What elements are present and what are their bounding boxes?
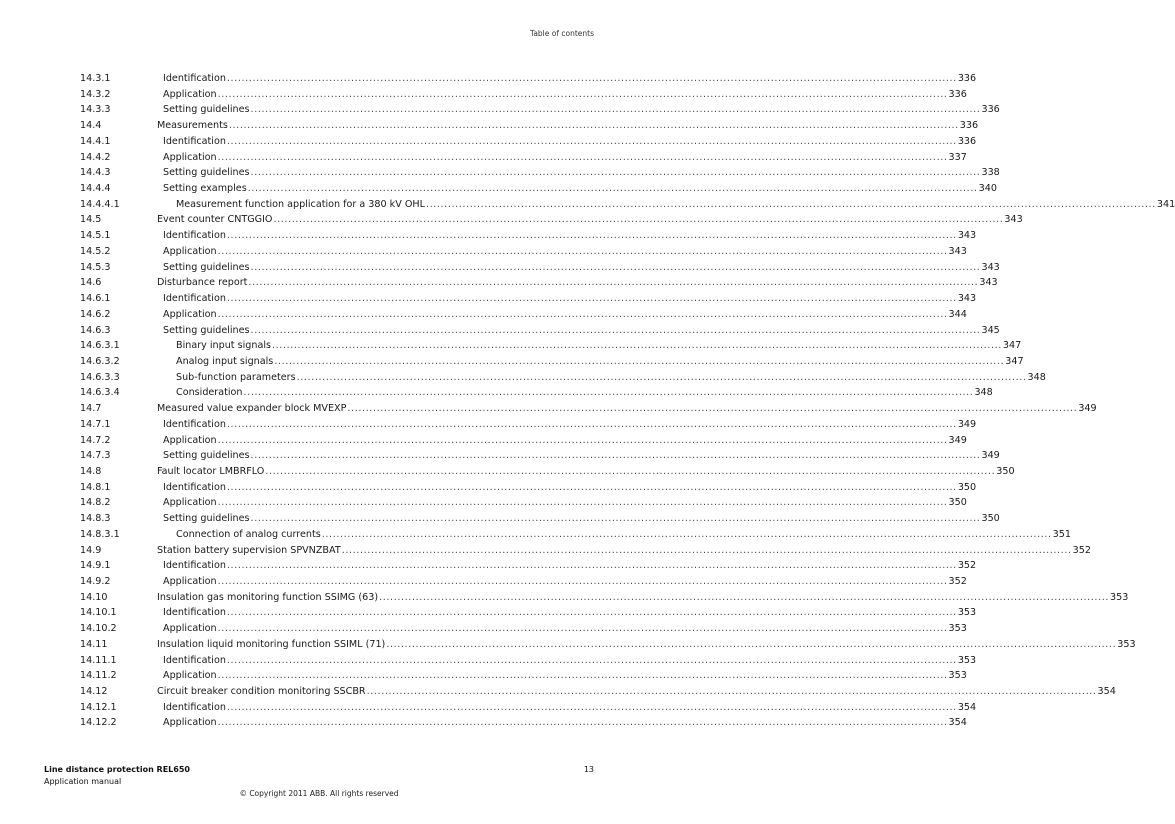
toc-entry[interactable]	[80, 338, 1022, 354]
toc-leader-dots: ........................................................................................................................................................................................................	[271, 340, 1002, 352]
footer-document-title: Line distance protection REL650	[44, 765, 190, 774]
toc-entry-title: Application	[163, 245, 217, 257]
toc-leader-dots: ........................................................................................................................................................................................................	[366, 686, 1097, 698]
toc-entry[interactable]	[80, 558, 977, 574]
toc-entry[interactable]	[80, 653, 977, 669]
toc-entry[interactable]	[80, 165, 1000, 181]
toc-entry-number: 14.11.2	[80, 670, 117, 682]
toc-entry-title: Measured value expander block MVEXP	[157, 403, 347, 415]
toc-entry-number: 14.10.2	[80, 623, 117, 635]
toc-leader-dots: ........................................................................................................................................................................................................	[226, 293, 957, 305]
toc-entry-title: Application	[163, 576, 217, 587]
toc-entry-title: Fault locator LMBRFLO	[157, 465, 265, 477]
toc-entry-page: 336	[959, 120, 979, 132]
toc-entry-page: 343	[1004, 214, 1023, 226]
toc-entry[interactable]	[80, 370, 1046, 386]
toc-entry-title: Application	[163, 308, 217, 320]
toc-entry-number: 14.6.1	[80, 293, 111, 305]
toc-entry[interactable]	[80, 715, 967, 731]
toc-entry-number: 14.5	[80, 214, 102, 226]
toc-entry[interactable]	[80, 71, 977, 87]
toc-entry-page: 336	[948, 88, 967, 100]
toc-leader-dots: ........................................................................................................................................................................................................	[217, 497, 948, 509]
toc-entry-title: Application	[163, 434, 217, 446]
toc-leader-dots: ........................................................................................................................................................................................................	[217, 308, 948, 320]
toc-entry-page: 349	[948, 434, 967, 446]
toc-entry-number: 14.4.4.1	[80, 198, 120, 210]
toc-entry[interactable]	[80, 480, 977, 496]
toc-entry-number: 14.7	[80, 403, 102, 415]
toc-entry[interactable]	[80, 197, 1175, 213]
toc-entry-title: Application	[163, 88, 217, 100]
toc-entry[interactable]	[80, 150, 967, 166]
toc-entry-number: 14.6.3.3	[80, 371, 120, 383]
toc-entry[interactable]	[80, 543, 1091, 559]
toc-entry[interactable]	[80, 87, 967, 103]
toc-entry-page: 344	[948, 308, 967, 320]
toc-entry-title: Measurements	[157, 120, 228, 132]
toc-entry-number: 14.8.1	[80, 481, 111, 493]
toc-leader-dots: ........................................................................................................................................................................................................	[217, 670, 948, 682]
toc-entry-title: Disturbance report	[157, 277, 248, 289]
toc-leader-dots: ........................................................................................................................................................................................................	[250, 324, 981, 336]
toc-entry-number: 14.6.2	[80, 308, 111, 320]
toc-entry[interactable]	[80, 684, 1116, 700]
table-of-contents	[80, 71, 1175, 731]
toc-entry[interactable]	[80, 181, 997, 197]
toc-leader-dots: ........................................................................................................................................................................................................	[250, 167, 981, 179]
toc-entry[interactable]	[80, 401, 1097, 417]
toc-leader-dots: ........................................................................................................................................................................................................	[217, 623, 948, 635]
toc-leader-dots: ........................................................................................................................................................................................................	[425, 198, 1156, 210]
toc-entry-title: Station battery supervision SPVNZBAT	[157, 544, 341, 556]
toc-entry-title: Application	[163, 670, 217, 682]
footer-document-subtitle: Application manual	[44, 777, 122, 786]
toc-entry[interactable]	[80, 574, 967, 590]
toc-entry-page: 347	[1005, 355, 1024, 367]
toc-leader-dots: ........................................................................................................................................................................................................	[226, 560, 957, 572]
toc-entry-number: 14.4.3	[80, 167, 111, 179]
toc-entry-number: 14.7.3	[80, 450, 111, 462]
toc-entry-page: 349	[981, 450, 1000, 462]
toc-entry-title: Binary input signals	[176, 340, 271, 352]
toc-leader-dots: ........................................................................................................................................................................................................	[226, 607, 957, 619]
toc-leader-dots: ........................................................................................................................................................................................................	[226, 73, 957, 84]
toc-entry-title: Analog input signals	[176, 355, 274, 367]
toc-leader-dots: ........................................................................................................................................................................................................	[274, 355, 1005, 367]
toc-leader-dots: ........................................................................................................................................................................................................	[250, 450, 981, 462]
toc-entry-title: Sub-function parameters	[176, 371, 296, 383]
toc-entry-page: 353	[957, 654, 977, 666]
toc-entry-page: 352	[1072, 544, 1091, 556]
toc-entry-page: 349	[957, 418, 977, 430]
toc-entry-number: 14.6.3.1	[80, 340, 120, 352]
toc-leader-dots: ........................................................................................................................................................................................................	[226, 418, 957, 430]
toc-entry-page: 352	[948, 576, 967, 587]
toc-entry[interactable]	[80, 637, 1136, 653]
toc-entry-title: Identification	[163, 701, 226, 713]
toc-entry[interactable]	[80, 417, 977, 433]
toc-entry-number: 14.3.2	[80, 88, 111, 100]
toc-entry-page: 343	[981, 261, 1000, 273]
toc-entry[interactable]	[80, 291, 977, 307]
toc-entry-page: 336	[957, 73, 977, 84]
toc-leader-dots: ........................................................................................................................................................................................................	[217, 151, 948, 163]
toc-entry-title: Circuit breaker condition monitoring SSCBR	[157, 686, 366, 698]
toc-entry[interactable]	[80, 448, 1000, 464]
toc-entry-number: 14.7.1	[80, 418, 111, 430]
toc-entry-number: 14.10.1	[80, 607, 117, 619]
toc-entry-number: 14.4	[80, 120, 102, 132]
toc-entry-title: Application	[163, 717, 217, 729]
toc-entry-page: 350	[957, 481, 977, 493]
toc-leader-dots: ........................................................................................................................................................................................................	[217, 88, 948, 100]
toc-entry-title: Setting examples	[163, 183, 247, 195]
toc-entry[interactable]	[80, 433, 967, 449]
toc-entry[interactable]	[80, 527, 1071, 543]
toc-entry-page: 350	[996, 465, 1015, 477]
toc-entry-page: 348	[1027, 371, 1046, 383]
toc-entry[interactable]	[80, 102, 1000, 118]
toc-entry-number: 14.4.2	[80, 151, 111, 163]
toc-entry-number: 14.8.3	[80, 513, 111, 525]
toc-entry-page: 353	[957, 607, 977, 619]
toc-entry-title: Identification	[163, 293, 226, 305]
toc-entry[interactable]	[80, 323, 1000, 339]
toc-entry-number: 14.8	[80, 465, 102, 477]
toc-entry-page: 351	[1052, 528, 1071, 540]
toc-entry-page: 353	[1110, 591, 1129, 603]
toc-leader-dots: ........................................................................................................................................................................................................	[250, 513, 981, 525]
toc-entry-page: 354	[948, 717, 967, 729]
toc-entry[interactable]	[80, 621, 967, 637]
toc-entry-page: 348	[974, 387, 993, 399]
toc-entry-title: Event counter CNTGGIO	[157, 214, 273, 226]
toc-entry-number: 14.10	[80, 591, 108, 603]
toc-entry[interactable]	[80, 212, 1023, 228]
toc-entry-title: Setting guidelines	[163, 261, 250, 273]
toc-entry-number: 14.9.1	[80, 560, 111, 572]
toc-leader-dots: ........................................................................................................................................................................................................	[247, 183, 978, 195]
toc-leader-dots: ........................................................................................................................................................................................................	[347, 403, 1078, 415]
toc-entry-title: Insulation liquid monitoring function SSIML (71)	[157, 638, 386, 650]
toc-entry-number: 14.6.3.4	[80, 387, 120, 399]
toc-entry-title: Identification	[163, 230, 226, 242]
toc-entry[interactable]	[80, 118, 979, 134]
toc-entry-page: 354	[1097, 686, 1116, 698]
toc-entry-number: 14.9.2	[80, 576, 111, 587]
toc-leader-dots: ........................................................................................................................................................................................................	[250, 104, 981, 116]
toc-entry-title: Insulation gas monitoring function SSIMG (63)	[157, 591, 379, 603]
toc-entry[interactable]	[80, 228, 977, 244]
toc-leader-dots: ........................................................................................................................................................................................................	[226, 135, 957, 147]
toc-entry-title: Application	[163, 151, 217, 163]
toc-entry-number: 14.12.1	[80, 701, 117, 713]
toc-entry-page: 336	[981, 104, 1000, 116]
toc-entry-number: 14.6.3	[80, 324, 111, 336]
toc-entry-page: 354	[957, 701, 977, 713]
toc-entry-number: 14.9	[80, 544, 102, 556]
toc-entry-page: 347	[1002, 340, 1022, 352]
toc-entry-page: 340	[978, 183, 997, 195]
toc-entry-page: 350	[948, 497, 967, 509]
toc-entry-number: 14.6	[80, 277, 102, 289]
toc-leader-dots: ........................................................................................................................................................................................................	[243, 387, 974, 399]
toc-leader-dots: ........................................................................................................................................................................................................	[273, 214, 1004, 226]
toc-entry[interactable]	[80, 354, 1024, 370]
toc-entry[interactable]	[80, 275, 998, 291]
toc-leader-dots: ........................................................................................................................................................................................................	[226, 654, 957, 666]
toc-entry-title: Setting guidelines	[163, 167, 250, 179]
toc-leader-dots: ........................................................................................................................................................................................................	[226, 481, 957, 493]
toc-entry[interactable]	[80, 668, 967, 684]
toc-leader-dots: ........................................................................................................................................................................................................	[321, 528, 1052, 540]
toc-entry-title: Identification	[163, 607, 226, 619]
toc-entry-title: Setting guidelines	[163, 450, 250, 462]
toc-entry[interactable]	[80, 244, 967, 260]
toc-entry-title: Identification	[163, 73, 226, 84]
toc-entry-page: 343	[948, 245, 967, 257]
toc-leader-dots: ........................................................................................................................................................................................................	[341, 544, 1072, 556]
running-header: Table of contents	[529, 29, 594, 38]
toc-entry-page: 341	[1156, 198, 1175, 210]
toc-entry-page: 343	[979, 277, 998, 289]
toc-entry-page: 352	[957, 560, 977, 572]
toc-entry-title: Setting guidelines	[163, 324, 250, 336]
toc-leader-dots: ........................................................................................................................................................................................................	[386, 638, 1117, 650]
toc-entry-title: Identification	[163, 135, 226, 147]
toc-entry-number: 14.5.2	[80, 245, 111, 257]
toc-leader-dots: ........................................................................................................................................................................................................	[379, 591, 1110, 603]
toc-entry-title: Connection of analog currents	[176, 528, 321, 540]
toc-entry[interactable]	[80, 464, 1015, 480]
toc-entry-number: 14.5.1	[80, 230, 111, 242]
toc-entry[interactable]	[80, 511, 1000, 527]
toc-leader-dots: ........................................................................................................................................................................................................	[226, 230, 957, 242]
toc-entry-title: Identification	[163, 418, 226, 430]
toc-leader-dots: ........................................................................................................................................................................................................	[217, 434, 948, 446]
toc-entry-number: 14.5.3	[80, 261, 111, 273]
toc-entry-page: 349	[1078, 403, 1097, 415]
toc-entry-page: 343	[957, 293, 977, 305]
page-number: 13	[583, 765, 594, 774]
toc-leader-dots: ........................................................................................................................................................................................................	[217, 245, 948, 257]
toc-entry-page: 338	[981, 167, 1000, 179]
toc-entry[interactable]	[80, 307, 967, 323]
toc-entry-page: 350	[981, 513, 1000, 525]
toc-entry[interactable]	[80, 590, 1129, 606]
toc-entry[interactable]	[80, 385, 993, 401]
toc-entry-page: 336	[957, 135, 977, 147]
toc-entry-title: Setting guidelines	[163, 104, 250, 116]
toc-entry-page: 345	[981, 324, 1000, 336]
toc-entry-page: 353	[1117, 638, 1136, 650]
toc-leader-dots: ........................................................................................................................................................................................................	[217, 717, 948, 729]
toc-entry-number: 14.4.4	[80, 183, 111, 195]
toc-leader-dots: ........................................................................................................................................................................................................	[228, 120, 959, 132]
toc-entry-number: 14.3.3	[80, 104, 111, 116]
toc-entry-number: 14.7.2	[80, 434, 111, 446]
toc-entry-title: Identification	[163, 481, 226, 493]
toc-entry-page: 337	[948, 151, 967, 163]
toc-entry-title: Identification	[163, 560, 226, 572]
toc-entry-number: 14.12.2	[80, 717, 117, 729]
toc-entry-number: 14.11	[80, 638, 108, 650]
toc-entry-title: Application	[163, 623, 217, 635]
toc-entry-number: 14.11.1	[80, 654, 117, 666]
copyright-notice: © Copyright 2011 ABB. All rights reserved	[239, 789, 399, 798]
toc-entry[interactable]	[80, 700, 977, 716]
toc-leader-dots: ........................................................................................................................................................................................................	[296, 371, 1027, 383]
toc-leader-dots: ........................................................................................................................................................................................................	[250, 261, 981, 273]
toc-leader-dots: ........................................................................................................................................................................................................	[248, 277, 979, 289]
toc-entry-page: 343	[957, 230, 977, 242]
toc-entry-title: Application	[163, 497, 217, 509]
toc-entry[interactable]	[80, 495, 967, 511]
toc-leader-dots: ........................................................................................................................................................................................................	[265, 465, 996, 477]
toc-entry-title: Consideration	[176, 387, 243, 399]
toc-entry-number: 14.6.3.2	[80, 355, 120, 367]
toc-entry[interactable]	[80, 605, 977, 621]
toc-entry-number: 14.12	[80, 686, 108, 698]
toc-entry[interactable]	[80, 260, 1000, 276]
toc-entry-number: 14.8.2	[80, 497, 111, 509]
toc-entry-title: Identification	[163, 654, 226, 666]
toc-entry-title: Setting guidelines	[163, 513, 250, 525]
toc-entry-page: 353	[948, 670, 967, 682]
toc-entry-number: 14.8.3.1	[80, 528, 120, 540]
toc-leader-dots: ........................................................................................................................................................................................................	[217, 576, 948, 587]
toc-entry-number: 14.3.1	[80, 73, 111, 84]
toc-entry[interactable]	[80, 134, 977, 150]
toc-entry-page: 353	[948, 623, 967, 635]
toc-leader-dots: ........................................................................................................................................................................................................	[226, 701, 957, 713]
toc-entry-number: 14.4.1	[80, 135, 111, 147]
toc-entry-title: Measurement function application for a 380 kV OHL	[176, 198, 425, 210]
